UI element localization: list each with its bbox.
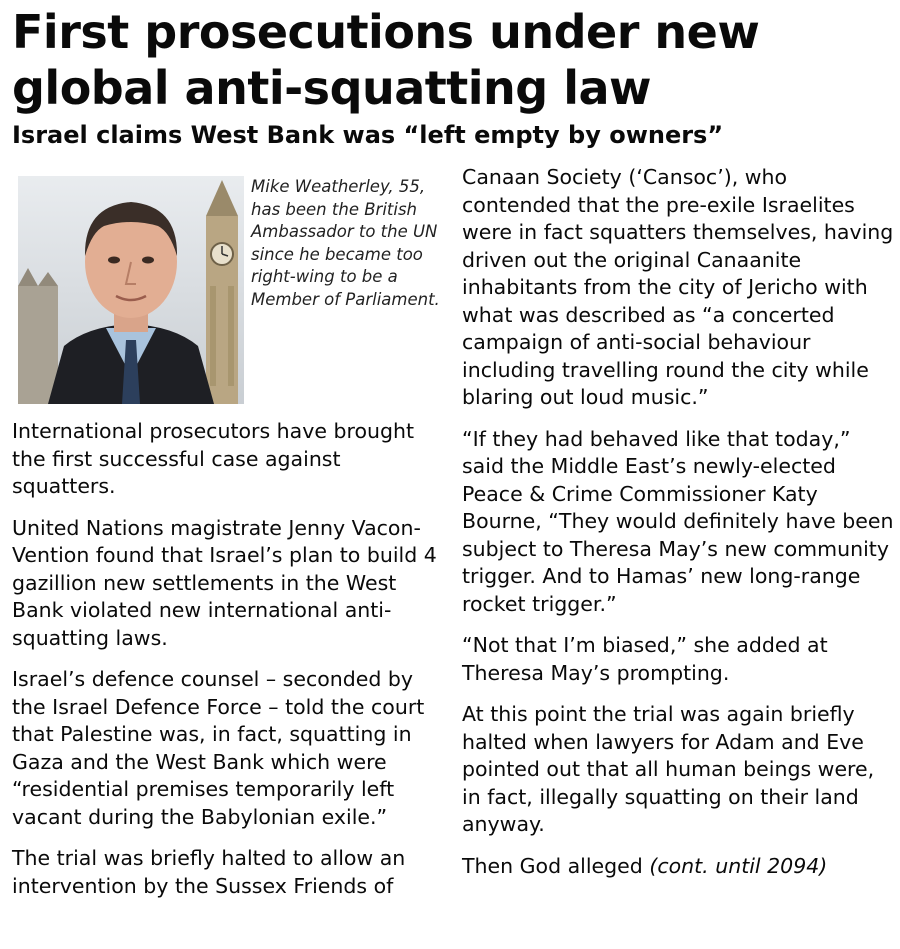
right-column xyxy=(462,164,894,894)
left-column xyxy=(12,176,440,914)
headline: First prosecutions under new global anti-squatting law xyxy=(12,5,760,115)
continuation-note: (cont. until 2094) xyxy=(649,853,828,878)
portrait-photo xyxy=(18,176,244,404)
body-paragraph-1: International prosecutors have brought the first successful case against squatters. xyxy=(12,419,415,498)
closing-lead: Then God alleged xyxy=(462,853,643,878)
body-paragraph-2: United Nations magistrate Jenny Vacon-Vention found that Israel’s plan to build 4 gazillion new settlements in the West Bank violated new international anti-squatting laws. xyxy=(12,515,437,650)
body-paragraph-4: The trial was briefly halted to allow an intervention by the Sussex Friends of xyxy=(12,846,406,898)
photo-caption: Mike Weatherley, 55, has been the British Ambassador to the UN since he became too right-wing to be a Member of Parliament. xyxy=(251,177,440,309)
subheadline: Israel claims West Bank was “left empty by owners” xyxy=(12,121,724,149)
photo-block xyxy=(12,176,440,406)
body-paragraph-8: At this point the trial was again briefly halted when lawyers for Adam and Eve pointed out that all human beings were, in fact, illegally squatting on their land anyway. xyxy=(462,702,875,836)
closing-paragraph xyxy=(462,853,894,881)
body-paragraph-3: Israel’s defence counsel – seconded by the Israel Defence Force – told the court that Palestine was, in fact, squatting in Gaza and the West Bank which were “residential premises temporarily left vacant during the Babylonian exile.” xyxy=(12,667,425,829)
body-paragraph-6: “If they had behaved like that today,” said the Middle East’s newly-elected Peace & Crime Commissioner Katy Bourne, “They would definitely have been subject to Theresa May’s new community trigger. And to Hamas’ new long-range rocket trigger.” xyxy=(462,426,894,616)
body-paragraph-5: Canaan Society (‘Cansoc’), who contended that the pre-exile Israelites were in fact squatters themselves, having driven out the original Canaanite inhabitants from the city of Jericho with what was described as “a concerted campaign of anti-social behaviour including travelling round the city while blaring out loud music.” xyxy=(462,165,894,409)
body-paragraph-7: “Not that I’m biased,” she added at Theresa May’s prompting. xyxy=(462,633,828,685)
